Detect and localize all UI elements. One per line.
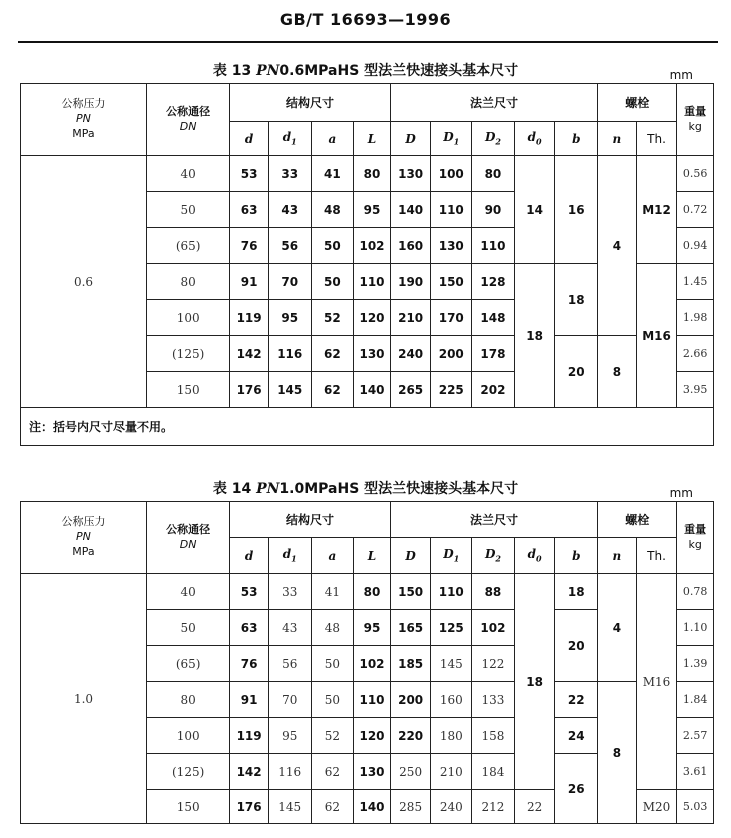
table-14-unit: mm — [669, 486, 693, 500]
table-13-caption — [0, 60, 731, 80]
a-cell: 41 — [311, 156, 354, 192]
D1-cell: 180 — [431, 718, 472, 754]
b-cell: 18 — [555, 264, 598, 336]
d1-cell: 43 — [268, 610, 311, 646]
table-14-header-row-1 — [21, 502, 714, 538]
D-cell: 130 — [390, 156, 431, 192]
D1-cell: 150 — [431, 264, 472, 300]
D2-cell: 202 — [472, 372, 515, 408]
b-cell: 26 — [555, 754, 598, 824]
n-cell: 8 — [598, 682, 637, 824]
d-cell: 76 — [230, 228, 269, 264]
pn-value: 0.6 — [21, 156, 147, 408]
col-d1-symbol: d — [282, 547, 292, 562]
pressure-header-line1: 公称压力 — [61, 515, 106, 529]
l-cell: 130 — [354, 336, 391, 372]
b-cell: 18 — [555, 574, 598, 610]
d1-cell: 95 — [268, 300, 311, 336]
bolt-header: 螺栓 — [598, 502, 677, 538]
table-row — [21, 156, 714, 192]
col-D1-symbol: D — [443, 130, 454, 145]
l-cell: 110 — [354, 682, 391, 718]
l-cell: 120 — [354, 300, 391, 336]
D1-cell: 130 — [431, 228, 472, 264]
D-cell: 190 — [390, 264, 431, 300]
col-n: n — [598, 122, 637, 156]
dn-cell: 100 — [146, 300, 229, 336]
col-D2-symbol: D — [484, 547, 496, 562]
d1-cell: 70 — [268, 264, 311, 300]
table-13-number: 表 13 — [212, 63, 252, 79]
table-13-header-row-1 — [21, 84, 714, 122]
col-b: b — [555, 122, 598, 156]
weight-header — [677, 502, 714, 574]
D1-cell: 145 — [431, 646, 472, 682]
weight-cell: 1.45 — [677, 264, 714, 300]
a-cell: 62 — [311, 790, 354, 824]
col-a: a — [311, 122, 354, 156]
D1-cell: 225 — [431, 372, 472, 408]
col-D1 — [431, 122, 472, 156]
d1-cell: 116 — [268, 754, 311, 790]
col-n: n — [598, 538, 637, 574]
col-d0-sub: 0 — [535, 136, 542, 147]
th-cell: M20 — [636, 790, 677, 824]
dn-header — [146, 84, 229, 156]
col-d1-sub: 1 — [291, 553, 297, 564]
weight-header-line2: kg — [688, 119, 702, 133]
dn-cell: 40 — [146, 574, 229, 610]
bolt-header: 螺栓 — [598, 84, 677, 122]
D2-cell: 122 — [472, 646, 515, 682]
d1-cell: 56 — [268, 228, 311, 264]
col-D2-sub: 2 — [495, 136, 501, 147]
d0-cell: 18 — [514, 264, 555, 408]
table-14 — [20, 501, 714, 824]
col-D2 — [472, 122, 515, 156]
D2-cell: 80 — [472, 156, 515, 192]
col-d0-symbol: d — [527, 547, 536, 562]
a-cell: 50 — [311, 228, 354, 264]
D2-cell: 178 — [472, 336, 515, 372]
d-cell: 63 — [230, 192, 269, 228]
D1-cell: 240 — [431, 790, 472, 824]
d-cell: 63 — [230, 610, 269, 646]
d-cell: 119 — [230, 300, 269, 336]
col-D: D — [390, 122, 431, 156]
d-cell: 91 — [230, 264, 269, 300]
weight-header-line1: 重量 — [684, 104, 707, 118]
D-cell: 240 — [390, 336, 431, 372]
dn-header — [146, 502, 229, 574]
weight-cell: 1.84 — [677, 682, 714, 718]
D-cell: 140 — [390, 192, 431, 228]
l-cell: 140 — [354, 790, 391, 824]
D-cell: 210 — [390, 300, 431, 336]
D1-cell: 160 — [431, 682, 472, 718]
D-cell: 150 — [390, 574, 431, 610]
col-D: D — [390, 538, 431, 574]
weight-header-line1: 重量 — [684, 522, 707, 536]
l-cell: 130 — [354, 754, 391, 790]
col-d1-sub: 1 — [291, 136, 297, 147]
b-cell: 24 — [555, 718, 598, 754]
weight-cell: 0.94 — [677, 228, 714, 264]
D2-cell: 90 — [472, 192, 515, 228]
weight-cell: 0.72 — [677, 192, 714, 228]
a-cell: 41 — [311, 574, 354, 610]
d-cell: 119 — [230, 718, 269, 754]
D-cell: 165 — [390, 610, 431, 646]
th-cell: M16 — [636, 574, 677, 790]
table-14-title: 1.0MPaHS 型法兰快速接头基本尺寸 — [279, 481, 519, 497]
weight-cell: 2.66 — [677, 336, 714, 372]
d0-cell: 18 — [514, 574, 555, 790]
l-cell: 95 — [354, 610, 391, 646]
l-cell: 80 — [354, 574, 391, 610]
dn-cell: 100 — [146, 718, 229, 754]
th-cell: M12 — [636, 156, 677, 264]
col-th: Th. — [636, 122, 677, 156]
d1-cell: 56 — [268, 646, 311, 682]
col-d1-symbol: d — [282, 130, 292, 145]
dn-header-line1: 公称通径 — [166, 522, 211, 536]
col-d0 — [514, 122, 555, 156]
pressure-header-line3: MPa — [72, 126, 95, 140]
b-cell: 20 — [555, 610, 598, 682]
dn-cell: 80 — [146, 682, 229, 718]
table-13-title: 0.6MPaHS 型法兰快速接头基本尺寸 — [279, 63, 519, 79]
table-13-unit: mm — [669, 68, 693, 82]
pressure-header — [21, 502, 147, 574]
weight-cell: 2.57 — [677, 718, 714, 754]
a-cell: 62 — [311, 754, 354, 790]
D2-cell: 110 — [472, 228, 515, 264]
D-cell: 185 — [390, 646, 431, 682]
n-cell: 8 — [598, 336, 637, 408]
D1-cell: 110 — [431, 192, 472, 228]
D2-cell: 148 — [472, 300, 515, 336]
dn-header-line1: 公称通径 — [166, 104, 211, 118]
D1-cell: 170 — [431, 300, 472, 336]
weight-cell: 5.03 — [677, 790, 714, 824]
a-cell: 62 — [311, 372, 354, 408]
D1-cell: 110 — [431, 574, 472, 610]
th-cell: M16 — [636, 264, 677, 408]
d-cell: 142 — [230, 754, 269, 790]
dn-cell: (65) — [146, 646, 229, 682]
col-l: L — [354, 122, 391, 156]
pressure-header-line3: MPa — [72, 544, 95, 558]
pressure-header-line1: 公称压力 — [61, 97, 106, 111]
weight-cell: 1.39 — [677, 646, 714, 682]
col-d0-symbol: d — [527, 130, 536, 145]
col-d: d — [230, 122, 269, 156]
table-14-number: 表 14 — [212, 481, 252, 497]
D2-cell: 133 — [472, 682, 515, 718]
l-cell: 102 — [354, 228, 391, 264]
table-13-note-row — [21, 408, 714, 446]
d1-cell: 43 — [268, 192, 311, 228]
header-rule — [18, 41, 718, 43]
col-d0 — [514, 538, 555, 574]
col-d1 — [268, 538, 311, 574]
d-cell: 53 — [230, 156, 269, 192]
D-cell: 220 — [390, 718, 431, 754]
d1-cell: 145 — [268, 790, 311, 824]
table-13-pn-symbol: PN — [256, 63, 280, 79]
weight-cell: 0.78 — [677, 574, 714, 610]
weight-cell: 3.61 — [677, 754, 714, 790]
d-cell: 142 — [230, 336, 269, 372]
D-cell: 285 — [390, 790, 431, 824]
d-cell: 176 — [230, 790, 269, 824]
weight-cell: 3.95 — [677, 372, 714, 408]
D1-cell: 100 — [431, 156, 472, 192]
col-b: b — [555, 538, 598, 574]
dn-cell: 150 — [146, 372, 229, 408]
weight-cell: 1.98 — [677, 300, 714, 336]
col-D1-sub: 1 — [453, 553, 460, 564]
d1-cell: 33 — [268, 156, 311, 192]
l-cell: 110 — [354, 264, 391, 300]
dn-cell: 50 — [146, 610, 229, 646]
d0-cell: 14 — [514, 156, 555, 264]
dn-cell: 40 — [146, 156, 229, 192]
D-cell: 250 — [390, 754, 431, 790]
structure-header: 结构尺寸 — [230, 502, 391, 538]
D-cell: 160 — [390, 228, 431, 264]
d1-cell: 116 — [268, 336, 311, 372]
col-D1 — [431, 538, 472, 574]
weight-cell: 0.56 — [677, 156, 714, 192]
table-14-pn-symbol: PN — [256, 481, 280, 497]
col-D2 — [472, 538, 515, 574]
b-cell: 16 — [555, 156, 598, 264]
d-cell: 176 — [230, 372, 269, 408]
pressure-header-line2: PN — [76, 530, 91, 544]
a-cell: 48 — [311, 610, 354, 646]
dn-cell: 50 — [146, 192, 229, 228]
dn-header-line2: DN — [179, 119, 197, 133]
D1-cell: 210 — [431, 754, 472, 790]
dn-cell: (65) — [146, 228, 229, 264]
structure-header: 结构尺寸 — [230, 84, 391, 122]
col-d: d — [230, 538, 269, 574]
D2-cell: 88 — [472, 574, 515, 610]
standard-code: GB/T 16693—1996 — [279, 10, 452, 29]
dn-cell: 150 — [146, 790, 229, 824]
table-14-caption — [0, 478, 731, 498]
d-cell: 91 — [230, 682, 269, 718]
D2-cell: 128 — [472, 264, 515, 300]
col-D2-symbol: D — [484, 130, 496, 145]
d1-cell: 145 — [268, 372, 311, 408]
D-cell: 200 — [390, 682, 431, 718]
col-d1 — [268, 122, 311, 156]
table-13-note: 注：括号内尺寸尽量不用。 — [21, 408, 714, 446]
weight-header-line2: kg — [688, 537, 702, 551]
d-cell: 53 — [230, 574, 269, 610]
a-cell: 50 — [311, 264, 354, 300]
flange-header: 法兰尺寸 — [390, 84, 597, 122]
d0-cell: 22 — [514, 790, 555, 824]
col-D2-sub: 2 — [495, 553, 501, 564]
weight-cell: 1.10 — [677, 610, 714, 646]
col-d0-sub: 0 — [535, 553, 542, 564]
col-D1-sub: 1 — [453, 136, 460, 147]
d1-cell: 33 — [268, 574, 311, 610]
a-cell: 52 — [311, 300, 354, 336]
a-cell: 50 — [311, 646, 354, 682]
b-cell: 20 — [555, 336, 598, 408]
weight-header — [677, 84, 714, 156]
col-a: a — [311, 538, 354, 574]
l-cell: 120 — [354, 718, 391, 754]
b-cell: 22 — [555, 682, 598, 718]
D2-cell: 184 — [472, 754, 515, 790]
D2-cell: 102 — [472, 610, 515, 646]
D2-cell: 158 — [472, 718, 515, 754]
table-row — [21, 574, 714, 610]
col-th: Th. — [636, 538, 677, 574]
pressure-header-line2: PN — [76, 112, 91, 126]
d1-cell: 70 — [268, 682, 311, 718]
l-cell: 140 — [354, 372, 391, 408]
table-13 — [20, 83, 714, 446]
pn-value: 1.0 — [21, 574, 147, 824]
D-cell: 265 — [390, 372, 431, 408]
dn-cell: (125) — [146, 754, 229, 790]
D2-cell: 212 — [472, 790, 515, 824]
pressure-header — [21, 84, 147, 156]
l-cell: 95 — [354, 192, 391, 228]
flange-header: 法兰尺寸 — [390, 502, 597, 538]
a-cell: 62 — [311, 336, 354, 372]
a-cell: 52 — [311, 718, 354, 754]
a-cell: 48 — [311, 192, 354, 228]
a-cell: 50 — [311, 682, 354, 718]
n-cell: 4 — [598, 574, 637, 682]
D1-cell: 125 — [431, 610, 472, 646]
dn-cell: 80 — [146, 264, 229, 300]
dn-header-line2: DN — [179, 537, 197, 551]
col-l: L — [354, 538, 391, 574]
dn-cell: (125) — [146, 336, 229, 372]
d-cell: 76 — [230, 646, 269, 682]
n-cell: 4 — [598, 156, 637, 336]
d1-cell: 95 — [268, 718, 311, 754]
col-D1-symbol: D — [443, 547, 454, 562]
D1-cell: 200 — [431, 336, 472, 372]
l-cell: 102 — [354, 646, 391, 682]
l-cell: 80 — [354, 156, 391, 192]
